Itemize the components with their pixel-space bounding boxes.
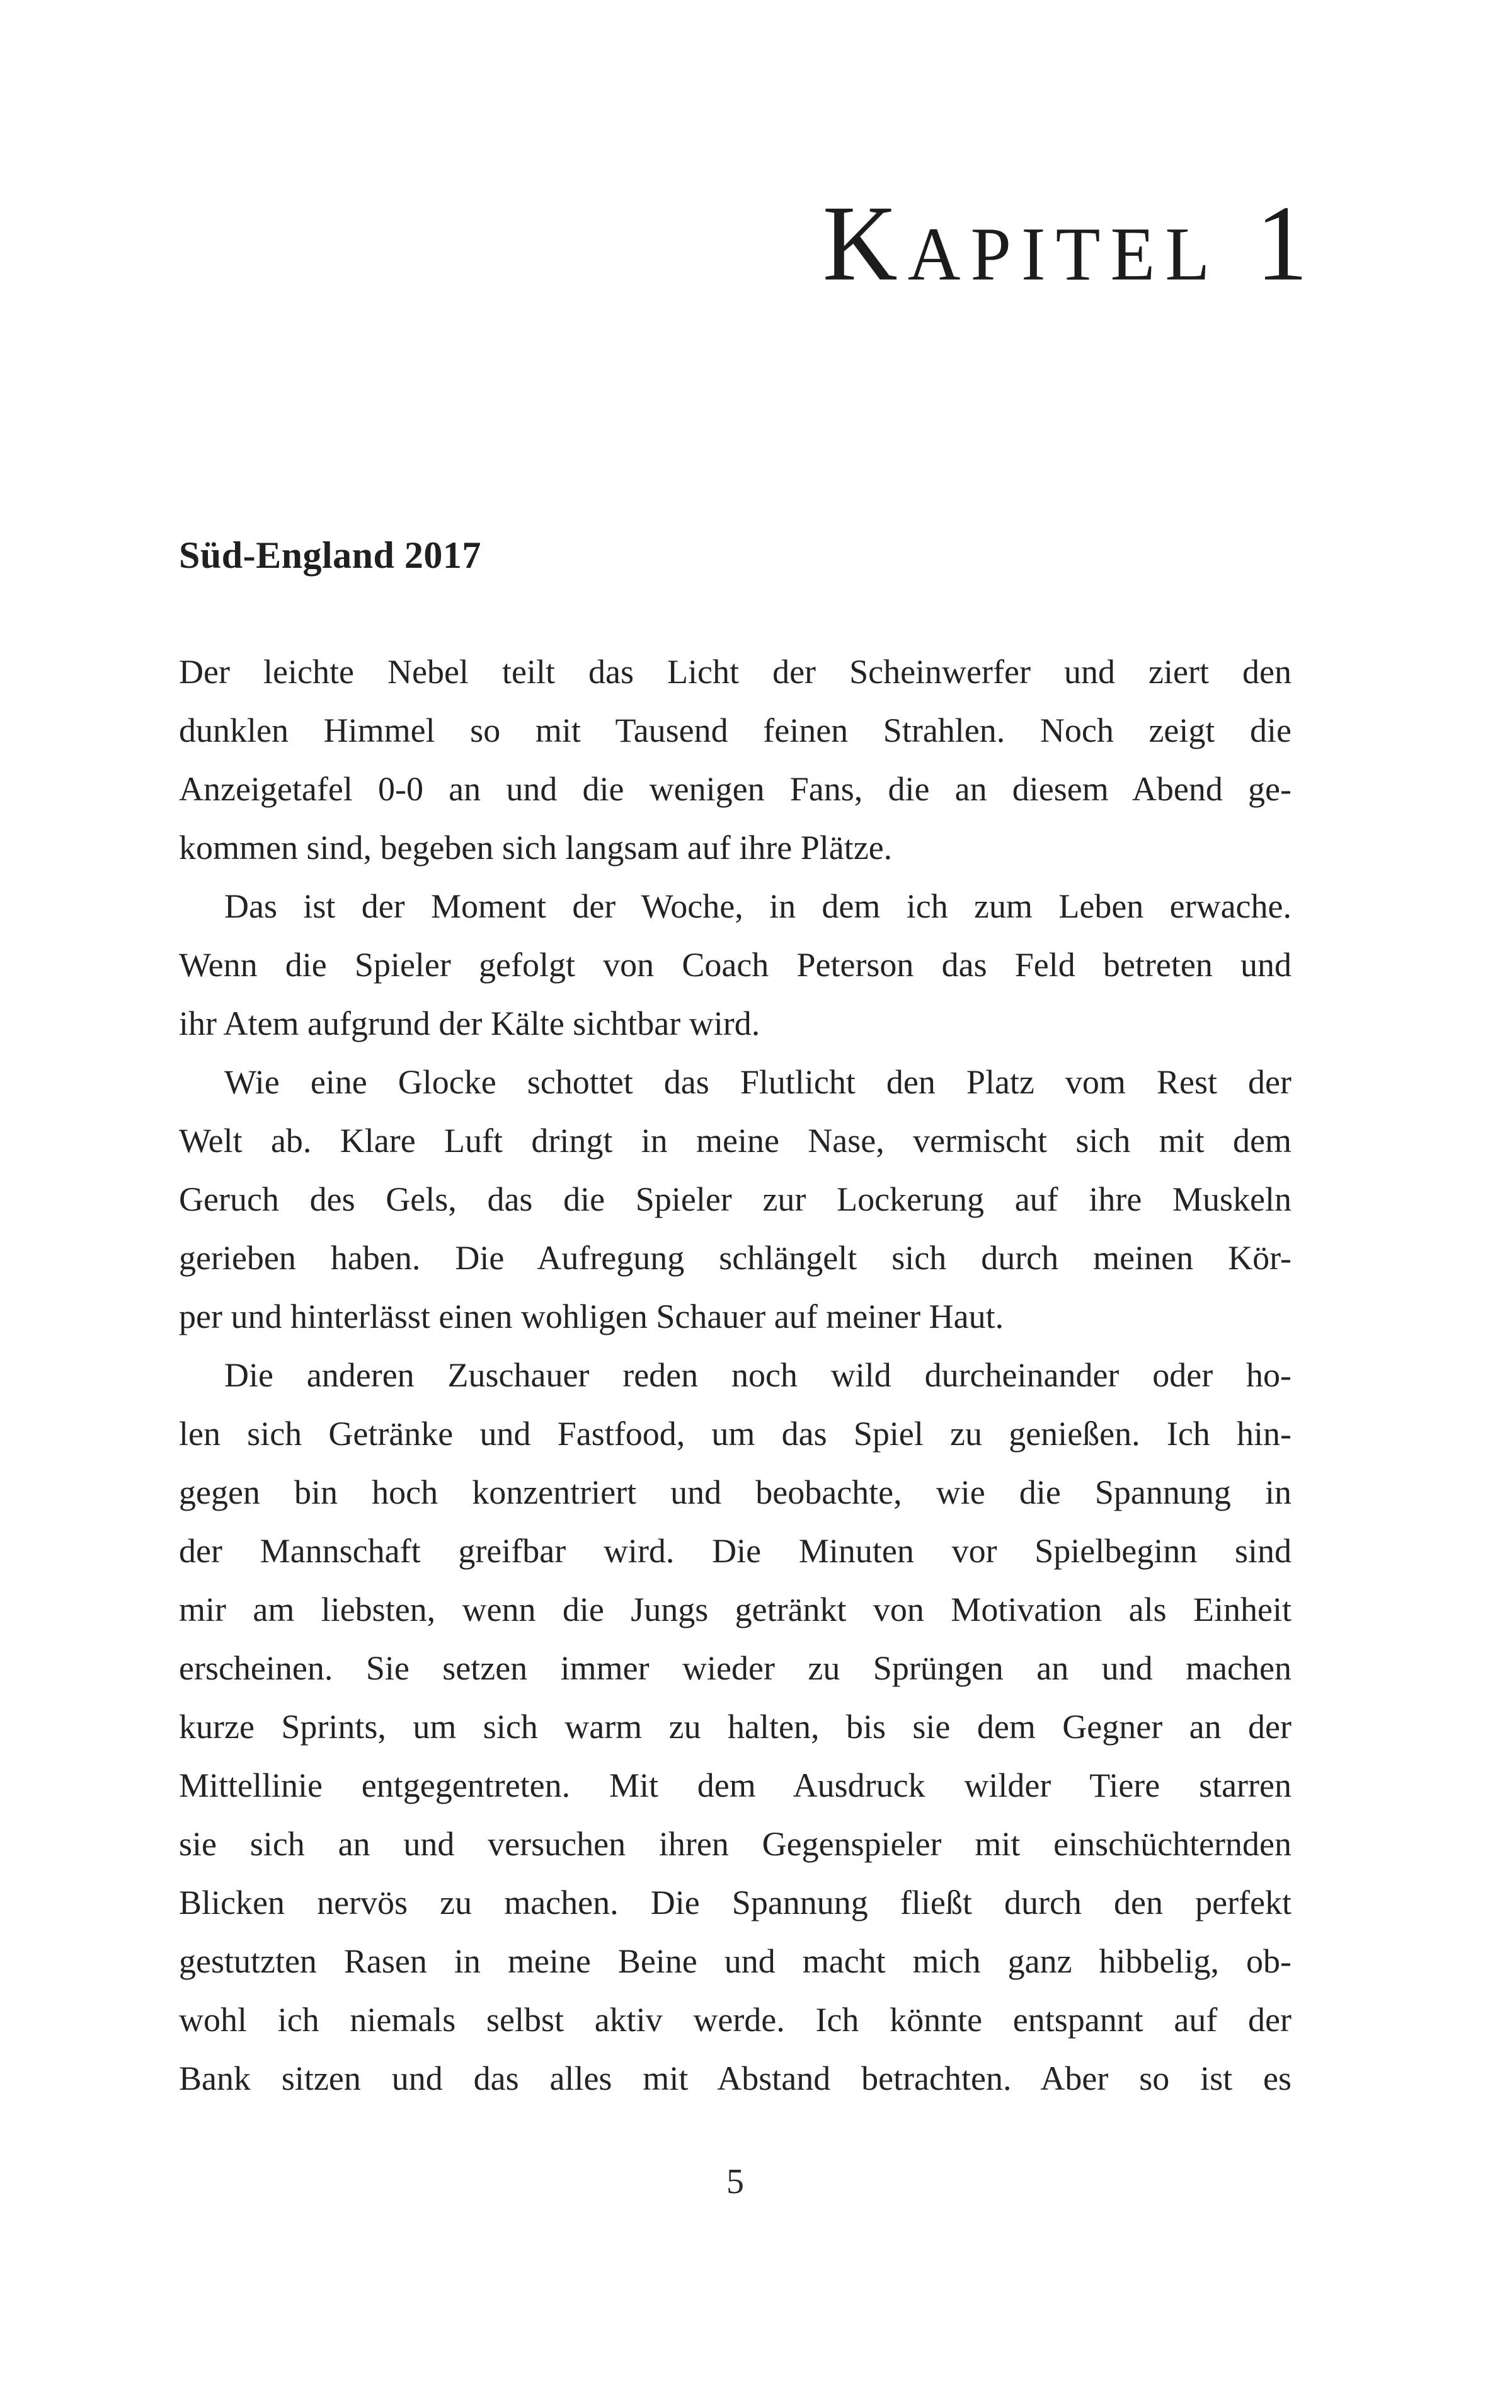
body-line: per und hinterlässt einen wohligen Schauer auf meiner Haut. <box>179 1298 1004 1335</box>
body-line: Die anderen Zuschauer reden noch wild durcheinander oder ho- <box>224 1356 1292 1394</box>
page-number: 5 <box>726 2162 744 2201</box>
body-line: Der leichte Nebel teilt das Licht der Scheinwerfer und ziert den <box>179 653 1292 691</box>
body-line: dunklen Himmel so mit Tausend feinen Strahlen. Noch zeigt die <box>179 711 1292 749</box>
section-heading: Süd-England 2017 <box>179 534 481 576</box>
body-line: Wie eine Glocke schottet das Flutlicht den Platz vom Rest der <box>224 1063 1292 1101</box>
body-line: sie sich an und versuchen ihren Gegenspieler mit einschüchternden <box>179 1825 1292 1863</box>
body-line: gegen bin hoch konzentriert und beobachte, wie die Spannung in <box>179 1473 1292 1511</box>
paragraph <box>179 1346 1292 2108</box>
body-line: erscheinen. Sie setzen immer wieder zu Sprüngen an und machen <box>179 1649 1292 1687</box>
body-line: Bank sitzen und das alles mit Abstand betrachten. Aber so ist es <box>179 2059 1292 2097</box>
body-line: mir am liebsten, wenn die Jungs getränkt von Motivation als Einheit <box>179 1591 1292 1628</box>
body-line: Das ist der Moment der Woche, in dem ich zum Leben erwache. <box>224 887 1292 925</box>
body-line: ihr Atem aufgrund der Kälte sichtbar wird. <box>179 1005 760 1042</box>
chapter-heading: Kapitel 1 <box>822 183 1318 303</box>
paragraph <box>179 877 1292 1053</box>
body-line: gerieben haben. Die Aufregung schlängelt sich durch meinen Kör- <box>179 1239 1292 1277</box>
body-line: gestutzten Rasen in meine Beine und macht mich ganz hibbelig, ob- <box>179 1942 1292 1980</box>
body-line: wohl ich niemals selbst aktiv werde. Ich könnte entspannt auf der <box>179 2001 1292 2039</box>
body-line: kurze Sprints, um sich warm zu halten, bis sie dem Gegner an der <box>179 1708 1292 1746</box>
body-line: der Mannschaft greifbar wird. Die Minuten vor Spielbeginn sind <box>179 1532 1292 1570</box>
paragraph <box>179 1053 1292 1346</box>
body-text <box>179 643 1292 2108</box>
body-line: Geruch des Gels, das die Spieler zur Lockerung auf ihre Muskeln <box>179 1180 1292 1218</box>
body-line: Mittellinie entgegentreten. Mit dem Ausdruck wilder Tiere starren <box>179 1766 1292 1804</box>
body-line: Wenn die Spieler gefolgt von Coach Peterson das Feld betreten und <box>179 946 1292 984</box>
body-line: Welt ab. Klare Luft dringt in meine Nase, vermischt sich mit dem <box>179 1122 1292 1160</box>
body-line: Anzeigetafel 0-0 an und die wenigen Fans, die an diesem Abend ge- <box>179 770 1292 808</box>
body-line: kommen sind, begeben sich langsam auf ihre Plätze. <box>179 829 893 867</box>
body-line: Blicken nervös zu machen. Die Spannung fließt durch den perfekt <box>179 1884 1292 1921</box>
paragraph <box>179 643 1292 877</box>
body-line: len sich Getränke und Fastfood, um das Spiel zu genießen. Ich hin- <box>179 1415 1292 1453</box>
